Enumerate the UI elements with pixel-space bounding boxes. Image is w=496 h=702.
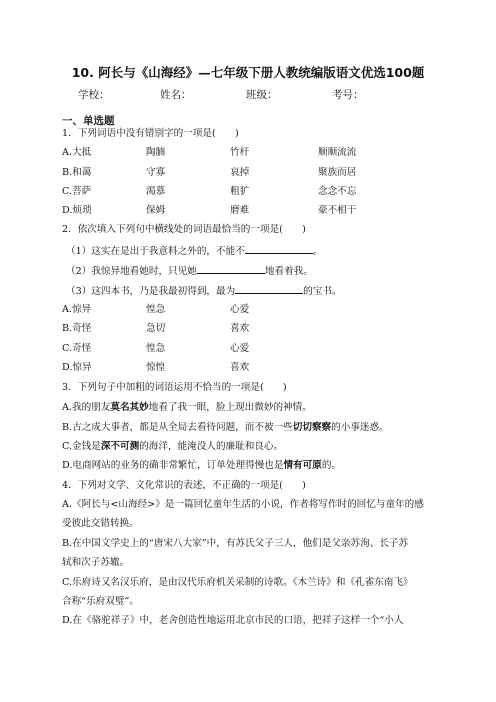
q2-c-2: 惶急	[146, 343, 166, 354]
q1-d-1: D.烦琐	[62, 205, 92, 216]
name-label: 姓名：	[160, 89, 192, 101]
q3-d-post: 的。	[321, 460, 342, 471]
q2-sentence-1	[66, 244, 322, 258]
q1-a-1: A.大抵	[62, 147, 92, 158]
q2-c-1: C.奇怪	[62, 343, 92, 354]
q3-d-pre: D.电商网站的业务的确非常繁忙，订单处理得慢也是	[62, 460, 284, 471]
q4-line: 轼和次子苏辙。	[62, 557, 130, 568]
q1-c-3: 粗犷	[230, 186, 250, 197]
q3-b-bold-word: 切切察察	[292, 422, 332, 433]
q3-a-pre: A.我的朋友	[62, 402, 111, 413]
q1-d-3: 磨难	[230, 205, 250, 216]
q2-d-2: 惊惶	[146, 362, 166, 373]
q3-b-post: 的小事迷惑。	[331, 422, 389, 433]
q4-line: C.乐府诗又名汉乐府，是由汉代乐府机关采制的诗歌。《木兰诗》和《孔雀东南飞》	[62, 577, 413, 588]
q4-line: D.在《骆驼祥子》中，老舍创造性地运用北京市民的口语，把祥子这样一个“小人	[62, 615, 404, 626]
q2-a-3: 心爱	[230, 304, 250, 315]
q2-b-3: 喜欢	[230, 323, 250, 334]
q3-d-bold-word: 情有可原	[283, 460, 322, 471]
school-label: 学校：	[78, 89, 110, 101]
q3-c-bold-word: 深不可测	[100, 441, 140, 452]
section-heading: 一、单选题	[62, 115, 115, 127]
q2-s2-text: （2）我惊异地看她时，只见她	[66, 266, 197, 277]
q3-b-pre: B.古之成大事者，都是从全局去看待问题，而不被一些	[62, 422, 293, 433]
q2-b-1: B.奇怪	[62, 323, 92, 334]
q3-a-bold-word: 莫名其妙	[110, 402, 149, 413]
q3-a-post: 地看了我一眼，脸上现出微妙的神情。	[148, 402, 312, 413]
q1-b-2: 守寡	[146, 167, 166, 178]
q1-c-2: 渴慕	[146, 186, 166, 197]
q3-option-c	[62, 441, 283, 453]
q4-line: B.在中国文学史上的“唐宋八大家”中，有苏氏父子三人，他们是父亲苏洵、长子苏	[62, 538, 409, 549]
q3-c-pre: C.金钱是	[62, 441, 101, 452]
q2-a-1: A.惊异	[62, 304, 92, 315]
q2-sentence-2	[66, 264, 313, 278]
q3-c-post: 的海洋，能淹没人的廉耻和良心。	[139, 441, 284, 452]
q2-s2-blank	[197, 264, 265, 274]
q4-line: A.《阿长与<山海经>》是一篇回忆童年生活的小说，作者将写作时的回忆与童年的感	[62, 499, 424, 510]
q2-a-2: 惶急	[146, 304, 166, 315]
q1-b-1: B.和蔼	[62, 167, 92, 178]
page-title: 10. 阿长与《山海经》—七年级下册人教统编版语文优选100题	[71, 65, 425, 80]
q2-b-2: 急切	[146, 323, 166, 334]
q2-s1-blank	[245, 244, 313, 254]
q4-line: 合称“乐府双璧”。	[62, 596, 139, 607]
q2-s2-end: 地看着我。	[264, 266, 313, 277]
q1-d-2: 保姆	[146, 205, 166, 216]
number-label: 考号：	[332, 89, 364, 101]
q1-c-4: 念念不忘	[318, 186, 357, 197]
q1-b-4: 聚族而居	[318, 167, 357, 178]
q1-a-4: 顺顺流流	[318, 147, 357, 158]
q1-a-3: 竹杆	[230, 147, 250, 158]
q1-stem: 1．下列词语中没有错别字的一项是( )	[62, 128, 239, 139]
q2-d-3: 喜欢	[230, 362, 250, 373]
q3-option-d	[62, 460, 341, 472]
q1-a-2: 陶腩	[146, 147, 166, 158]
q3-stem: 3．下列句子中加粗的词语运用不恰当的一项是( )	[62, 382, 287, 393]
class-label: 班级：	[246, 89, 278, 101]
q2-s3-blank	[235, 284, 303, 294]
q1-b-3: 哀掉	[230, 167, 250, 178]
q1-c-1: C.菩萨	[62, 186, 92, 197]
q2-stem: 2．依次填入下列句中横线处的词语最恰当的一项是( )	[62, 224, 306, 235]
q4-line: 受彼此交错转换。	[62, 518, 139, 529]
q2-s1-end: 。	[312, 246, 323, 257]
q1-d-4: 豪不相干	[318, 205, 357, 216]
q2-s1-text: （1）这实在是出于我意料之外的，不能不	[66, 246, 245, 257]
q4-stem: 4．下列对文学、文化常识的表述，不正确的一项是( )	[62, 480, 306, 491]
q3-option-b	[62, 422, 389, 434]
q2-s3-text: （3）这四本书，乃是我最初得到，最为	[66, 286, 236, 297]
q2-sentence-3	[66, 284, 342, 298]
q2-c-3: 心爱	[230, 343, 250, 354]
q2-d-1: D.惊异	[62, 362, 92, 373]
q3-option-a	[62, 402, 312, 414]
q2-s3-end: 的宝书。	[303, 286, 342, 297]
